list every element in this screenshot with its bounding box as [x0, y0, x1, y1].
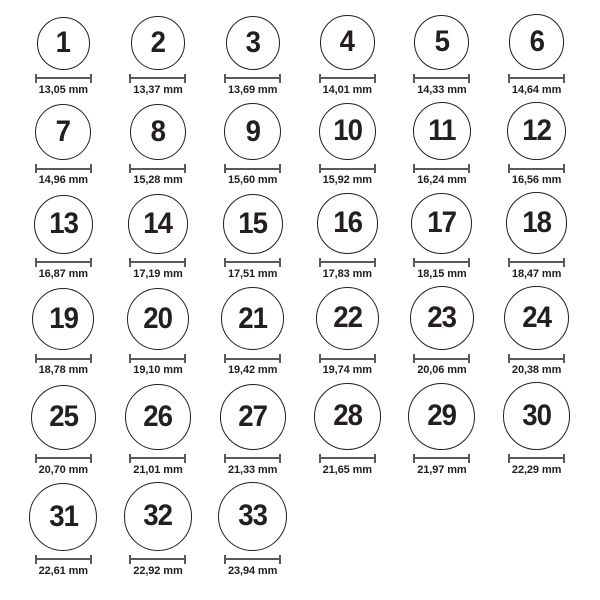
- ring-row: [16, 482, 584, 578]
- ring-size-cell: [300, 193, 395, 281]
- ring-size-cell: [395, 193, 490, 281]
- ring-size-number: 4: [340, 25, 355, 59]
- ring-size-number: 32: [143, 499, 173, 533]
- ring-circle: [221, 287, 284, 350]
- diameter-label: 22,61 mm: [38, 564, 88, 577]
- ring-circle: [125, 384, 191, 450]
- ring-size-number: 12: [522, 113, 552, 147]
- diameter-label: 23,94 mm: [227, 564, 278, 577]
- ring-size-cell: [395, 286, 490, 377]
- ring-size-cell: [489, 286, 584, 378]
- diameter-label: 13,69 mm: [227, 83, 278, 96]
- ring-size-number: 3: [245, 25, 260, 59]
- ring-circle: [504, 286, 569, 351]
- ring-size-cell: [16, 288, 111, 377]
- ring-size-cell: [489, 102, 584, 188]
- diameter-label: 20,70 mm: [38, 463, 88, 476]
- diameter-label: 19,42 mm: [227, 364, 278, 376]
- ring-circle: [29, 483, 97, 551]
- diameter-dimension-line: [319, 354, 376, 363]
- ring-circle: [34, 195, 93, 254]
- ring-circle: [131, 16, 185, 70]
- diameter-dimension-line: [413, 454, 470, 463]
- ring-circle: [220, 384, 286, 450]
- ring-size-cell: [111, 194, 206, 281]
- ring-circle: [130, 104, 187, 161]
- ring-circle: [124, 482, 193, 551]
- ring-size-cell: [489, 192, 584, 281]
- ring-size-cell: [111, 104, 206, 188]
- diameter-label: 15,60 mm: [227, 174, 278, 186]
- ring-size-cell: [395, 102, 490, 187]
- ring-size-cell: [300, 287, 395, 378]
- ring-size-number: 2: [150, 25, 166, 59]
- diameter-label: 18,78 mm: [38, 364, 88, 376]
- diameter-label: 17,83 mm: [322, 267, 372, 280]
- ring-circle: [319, 103, 377, 161]
- ring-size-cell: [395, 383, 490, 477]
- ring-size-number: 19: [48, 302, 78, 335]
- ring-size-number: 1: [56, 26, 71, 59]
- ring-size-cell: [111, 384, 206, 477]
- ring-size-number: 15: [238, 206, 268, 240]
- ring-size-cell: [300, 103, 395, 188]
- ring-size-cell: [16, 195, 111, 281]
- diameter-dimension-line: [129, 454, 186, 463]
- diameter-label: 14,96 mm: [38, 174, 88, 186]
- ring-size-cell: [395, 15, 490, 97]
- ring-circle: [128, 194, 188, 254]
- diameter-dimension-line: [224, 164, 281, 173]
- ring-circle: [413, 102, 471, 160]
- ring-size-number: 30: [522, 398, 552, 432]
- diameter-dimension-line: [224, 258, 281, 267]
- ring-circle: [503, 382, 571, 450]
- diameter-label: 22,29 mm: [511, 463, 562, 476]
- ring-circle: [506, 192, 568, 254]
- diameter-dimension-line: [413, 258, 470, 267]
- ring-size-number: 26: [143, 399, 173, 433]
- ring-row: [16, 102, 584, 188]
- diameter-label: 14,64 mm: [511, 83, 562, 96]
- ring-circle: [320, 15, 375, 70]
- diameter-dimension-line: [319, 74, 376, 83]
- ring-size-number: 28: [332, 399, 362, 433]
- ring-size-number: 22: [332, 301, 362, 335]
- ring-circle: [317, 193, 378, 254]
- diameter-label: 13,05 mm: [38, 83, 88, 96]
- ring-circle: [509, 14, 565, 70]
- diameter-label: 19,74 mm: [322, 364, 372, 376]
- diameter-label: 20,06 mm: [417, 364, 467, 376]
- diameter-label: 19,10 mm: [133, 364, 183, 376]
- diameter-dimension-line: [129, 354, 186, 363]
- ring-circle: [408, 383, 475, 450]
- diameter-dimension-line: [224, 74, 281, 83]
- diameter-dimension-line: [129, 74, 186, 83]
- ring-circle: [314, 383, 381, 450]
- diameter-dimension-line: [224, 354, 281, 363]
- ring-size-cell: [111, 288, 206, 378]
- diameter-dimension-line: [319, 164, 376, 173]
- ring-circle: [507, 102, 566, 161]
- diameter-label: 17,19 mm: [133, 267, 183, 280]
- diameter-label: 22,92 mm: [133, 564, 183, 577]
- ring-size-cell: [205, 194, 300, 281]
- ring-size-cell: [111, 482, 206, 578]
- diameter-dimension-line: [319, 258, 376, 267]
- ring-circle: [414, 15, 469, 70]
- ring-size-cell: [489, 14, 584, 97]
- diameter-dimension-line: [413, 164, 470, 173]
- ring-size-number: 6: [529, 24, 544, 58]
- ring-size-cell: [489, 382, 584, 477]
- ring-size-number: 16: [332, 206, 362, 240]
- ring-size-number: 11: [428, 114, 456, 147]
- diameter-label: 13,37 mm: [133, 83, 183, 96]
- diameter-dimension-line: [508, 454, 565, 463]
- diameter-label: 16,24 mm: [417, 174, 467, 186]
- diameter-dimension-line: [319, 454, 376, 463]
- diameter-label: 20,38 mm: [511, 364, 562, 376]
- ring-size-cell: [205, 16, 300, 97]
- ring-size-number: 8: [150, 114, 166, 148]
- ring-size-number: 20: [143, 301, 173, 335]
- ring-circle: [35, 104, 91, 160]
- ring-circle: [37, 17, 90, 70]
- diameter-label: 15,92 mm: [322, 174, 372, 186]
- ring-circle: [226, 16, 280, 70]
- ring-size-number: 27: [238, 399, 268, 433]
- ring-size-number: 31: [48, 499, 78, 533]
- diameter-dimension-line: [508, 164, 565, 173]
- diameter-dimension-line: [35, 74, 92, 83]
- ring-size-cell: [205, 482, 300, 578]
- diameter-dimension-line: [129, 164, 186, 173]
- ring-size-number: 25: [48, 400, 78, 433]
- diameter-dimension-line: [129, 258, 186, 267]
- ring-circle: [218, 482, 287, 551]
- ring-size-number: 24: [522, 300, 552, 334]
- ring-size-cell: [205, 287, 300, 377]
- diameter-dimension-line: [413, 74, 470, 83]
- ring-size-cell: [16, 483, 111, 578]
- ring-row: [16, 382, 584, 477]
- diameter-dimension-line: [35, 454, 92, 463]
- ring-circle: [224, 103, 281, 160]
- ring-size-number: 13: [48, 207, 78, 240]
- ring-size-number: 29: [427, 399, 457, 432]
- ring-row: [16, 14, 584, 97]
- ring-size-number: 33: [238, 499, 268, 532]
- diameter-label: 15,28 mm: [133, 174, 183, 186]
- ring-circle: [32, 288, 94, 350]
- ring-size-cell: [16, 17, 111, 97]
- diameter-label: 18,15 mm: [417, 267, 467, 280]
- ring-circle: [411, 193, 472, 254]
- diameter-label: 17,51 mm: [227, 267, 278, 280]
- diameter-dimension-line: [508, 258, 565, 267]
- diameter-label: 16,56 mm: [511, 174, 562, 186]
- ring-size-cell: [16, 104, 111, 187]
- diameter-label: 18,47 mm: [511, 267, 562, 280]
- ring-circle: [316, 287, 380, 351]
- diameter-dimension-line: [224, 555, 281, 564]
- ring-size-number: 10: [332, 114, 362, 148]
- diameter-dimension-line: [413, 354, 470, 363]
- ring-circle: [410, 286, 474, 350]
- diameter-dimension-line: [35, 354, 92, 363]
- ring-size-number: 9: [245, 114, 260, 148]
- ring-size-cell: [111, 16, 206, 97]
- diameter-dimension-line: [508, 74, 565, 83]
- ring-size-cell: [16, 385, 111, 477]
- ring-size-cell: [205, 103, 300, 187]
- diameter-label: 21,33 mm: [227, 463, 278, 476]
- ring-size-number: 18: [522, 205, 552, 239]
- ring-circle: [127, 288, 190, 351]
- diameter-label: 21,97 mm: [417, 463, 467, 476]
- ring-row: [16, 192, 584, 281]
- ring-size-number: 21: [238, 301, 268, 335]
- ring-size-number: 14: [143, 206, 173, 240]
- ring-size-cell: [205, 384, 300, 477]
- diameter-dimension-line: [35, 164, 92, 173]
- ring-size-number: 17: [427, 206, 457, 239]
- ring-circle: [31, 385, 96, 450]
- diameter-dimension-line: [129, 555, 186, 564]
- diameter-dimension-line: [35, 555, 92, 564]
- ring-size-number: 23: [427, 301, 457, 334]
- ring-size-cell: [300, 383, 395, 477]
- diameter-label: 21,65 mm: [322, 463, 372, 476]
- ring-row: [16, 286, 584, 378]
- ring-circle: [223, 194, 283, 254]
- ring-size-number: 5: [434, 25, 450, 58]
- diameter-label: 14,33 mm: [417, 83, 467, 96]
- diameter-label: 14,01 mm: [322, 83, 372, 96]
- diameter-dimension-line: [508, 354, 565, 363]
- ring-size-number: 7: [56, 115, 71, 148]
- diameter-label: 16,87 mm: [38, 267, 88, 280]
- diameter-dimension-line: [35, 258, 92, 267]
- ring-size-cell: [300, 15, 395, 97]
- diameter-label: 21,01 mm: [133, 463, 183, 476]
- diameter-dimension-line: [224, 454, 281, 463]
